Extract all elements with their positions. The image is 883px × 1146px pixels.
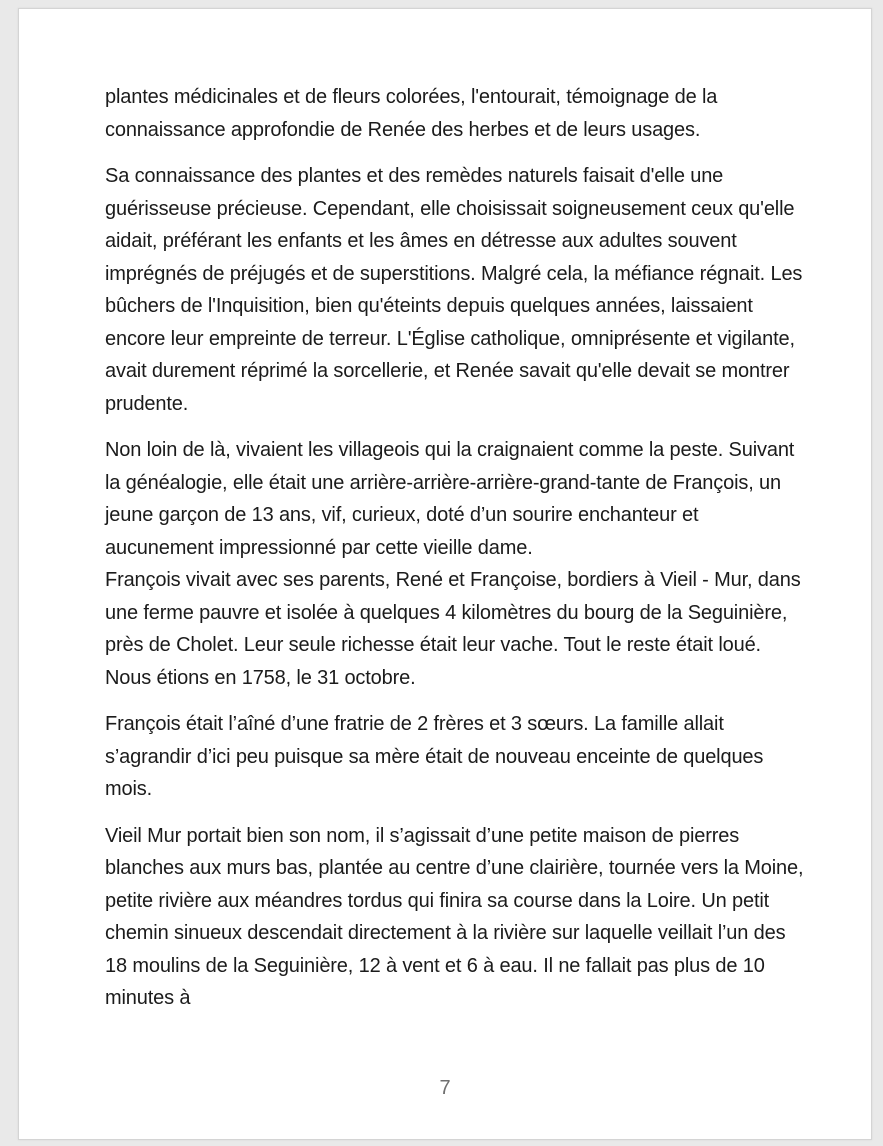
paragraph-2: Sa connaissance des plantes et des remèdes naturels faisait d'elle une guérisseuse précieuse. Cependant, elle choisissait soigneusement ceux qu'elle aidait, préférant les enfants et les âmes en détresse aux adultes souvent imprégnés de préjugés et de superstitions. Malgré cela, la méfiance régnait. Les bûchers de l'Inquisition, bien qu'éteints depuis quelques années, laissaient encore leur empreinte de terreur. L'Église catholique, omniprésente et vigilante, avait durement réprimé la sorcellerie, et Renée savait qu'elle devait se montrer prudente. [105,165,803,415]
paragraph-1: plantes médicinales et de fleurs colorées, l'entourait, témoignage de la connaissance approfondie de Renée des herbes et de leurs usages. [105,86,718,141]
paragraph-6: Vieil Mur portait bien son nom, il s’agissait d’une petite maison de pierres blanches aux murs bas, plantée au centre d’une clairière, tournée vers la Moine, petite rivière aux méandres tordus qui finira sa course dans la Loire. Un petit chemin sinueux descendait directement à la rivière sur laquelle veillait l’un des 18 moulins de la Seguinière, 12 à vent et 6 à eau. Il ne fallait pas plus de 10 minutes à [105,824,804,1009]
paragraph-3: Non loin de là, vivaient les villageois qui la craignaient comme la peste. Suivant la généalogie, elle était une arrière-arrière-arrière-grand-tante de François, un jeune garçon de 13 ans, vif, curieux, doté d’un sourire enchanteur et aucunement impressionné par cette vieille dame. [105,439,795,559]
document-page [18,8,872,1140]
paragraph-5: François était l’aîné d’une fratrie de 2 frères et 3 sœurs. La famille allait s’agrandir d’ici peu puisque sa mère était de nouveau enceinte de quelques mois. [105,713,764,800]
page-body [105,81,805,1015]
page-number: 7 [439,1077,451,1099]
paragraph-4: François vivait avec ses parents, René et Françoise, bordiers à Vieil - Mur, dans une ferme pauvre et isolée à quelques 4 kilomètres du bourg de la Seguinière, près de Cholet. Leur seule richesse était leur vache. Tout le reste était loué. Nous étions en 1758, le 31 octobre. [105,569,801,689]
